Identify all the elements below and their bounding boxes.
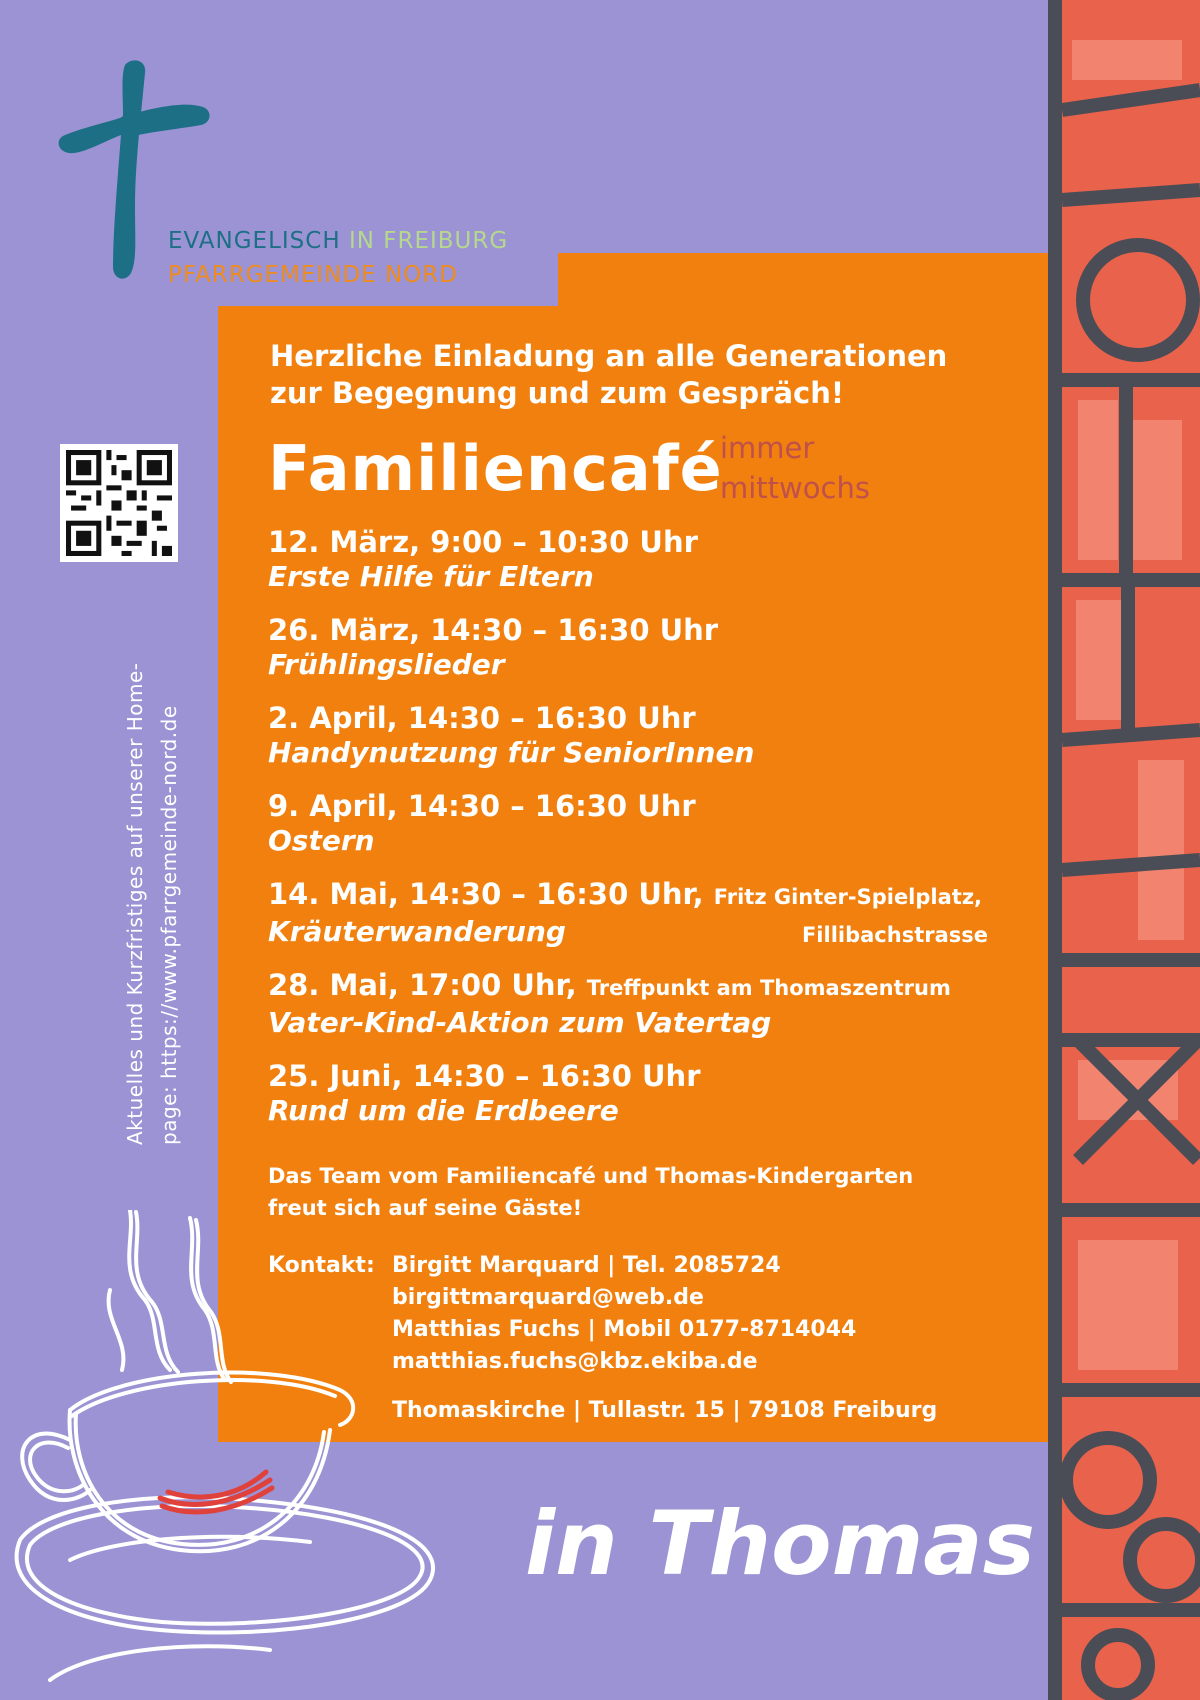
event-date: 2. April, 14:30 – 16:30 Uhr: [268, 701, 696, 735]
contact-email-marquard[interactable]: birgittmarquard@web.de: [392, 1285, 704, 1310]
contact-phone-marquard: Birgitt Marquard | Tel. 2085724: [392, 1253, 781, 1278]
logo-wordmark: [168, 224, 508, 292]
event-date-with-location: [268, 876, 1028, 915]
page-title: Familiencafé: [268, 432, 723, 505]
headline-line-1: Herzliche Einladung an alle Generationen: [270, 339, 948, 373]
title-schedule-note: [720, 428, 870, 508]
headline-line-2: zur Begegnung und zum Gespräch!: [270, 376, 845, 410]
stained-glass-window: [1048, 0, 1200, 1700]
address: Thomaskirche | Tullastr. 15 | 79108 Freiburg: [392, 1398, 938, 1423]
event-topic: Rund um die Erdbeere: [268, 1094, 619, 1127]
vertical-line-1: Aktuelles und Kurzfristiges auf unserer Home-: [123, 662, 147, 1145]
contact-label: Kontakt:: [268, 1253, 375, 1278]
slogan-in-thomas: in Thomas: [525, 1492, 1036, 1595]
event-topic: Handynutzung für SeniorInnen: [268, 736, 755, 769]
event-location: Fritz Ginter-Spielplatz,: [713, 885, 983, 909]
event-topic: Kräuterwanderung: [268, 915, 566, 948]
coffee-cup-icon: [10, 1210, 490, 1690]
event-topic: Ostern: [268, 824, 375, 857]
contact-phone-fuchs: Matthias Fuchs | Mobil 0177-8714044: [392, 1317, 857, 1342]
title-side-line-1: immer: [720, 431, 815, 465]
logo-in-freiburg: IN FREIBURG: [340, 228, 509, 254]
event-date: 28. Mai, 17:00 Uhr,: [268, 968, 577, 1002]
event-list: [268, 524, 1028, 1146]
event-item: [268, 700, 1028, 770]
team-line-1: Das Team vom Familiencafé und Thomas-Kindergarten: [268, 1164, 914, 1188]
event-item: [268, 1058, 1028, 1128]
qr-code-icon[interactable]: [60, 444, 178, 562]
headline: [270, 338, 1030, 412]
event-date: 9. April, 14:30 – 16:30 Uhr: [268, 789, 696, 823]
event-location-street: Fillibachstrasse: [801, 923, 988, 947]
event-item: [268, 788, 1028, 858]
event-date: 12. März, 9:00 – 10:30 Uhr: [268, 525, 698, 559]
logo-pfarrgemeinde: PFARRGEMEINDE NORD: [168, 262, 458, 288]
contact-email-fuchs[interactable]: matthias.fuchs@kbz.ekiba.de: [392, 1349, 758, 1374]
event-item: [268, 967, 1028, 1040]
title-side-line-2: mittwochs: [720, 471, 870, 505]
vertical-line-2[interactable]: page: https://www.pfarrgemeinde-nord.de: [157, 705, 181, 1145]
event-item: [268, 876, 1028, 949]
team-line-2: freut sich auf seine Gäste!: [268, 1196, 583, 1220]
event-location: Treffpunkt am Thomaszentrum: [586, 976, 951, 1000]
event-item: [268, 524, 1028, 594]
event-date: 14. Mai, 14:30 – 16:30 Uhr,: [268, 877, 704, 911]
vertical-homepage-text: [118, 585, 186, 1145]
event-topic: Erste Hilfe für Eltern: [268, 560, 594, 593]
event-date: 25. Juni, 14:30 – 16:30 Uhr: [268, 1059, 701, 1093]
event-topic: Frühlingslieder: [268, 648, 505, 681]
event-item: [268, 612, 1028, 682]
orange-panel-top: [558, 253, 1048, 313]
event-date-with-location: [268, 967, 1028, 1006]
event-topic: Vater-Kind-Aktion zum Vatertag: [268, 1006, 772, 1039]
event-date: 26. März, 14:30 – 16:30 Uhr: [268, 613, 719, 647]
logo-evangelisch: EVANGELISCH: [168, 228, 341, 254]
